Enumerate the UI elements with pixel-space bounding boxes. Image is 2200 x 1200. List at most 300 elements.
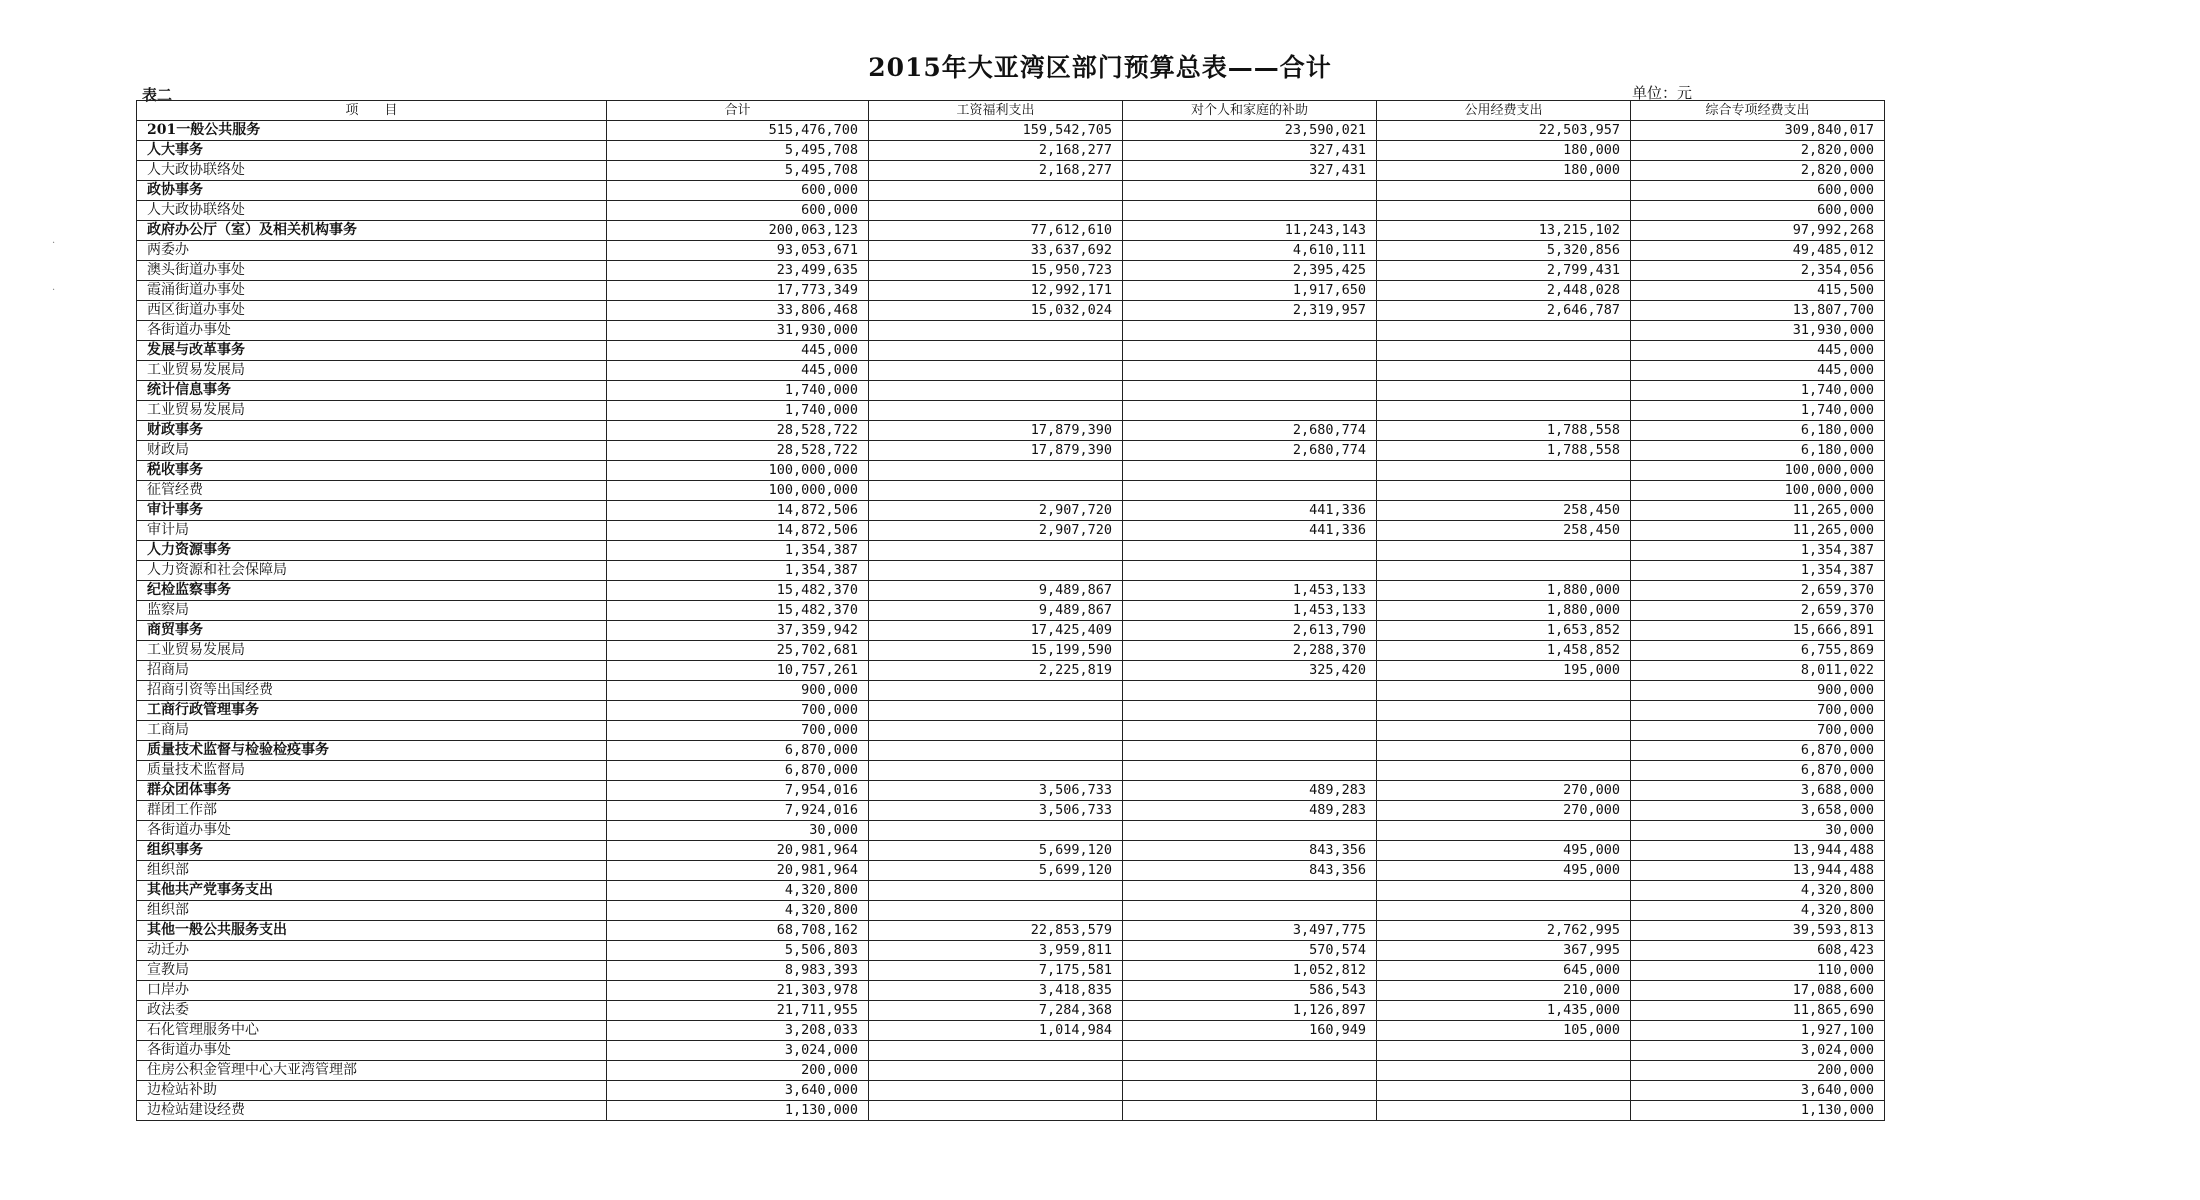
public-cell: 645,000	[1377, 961, 1631, 981]
wages-cell	[869, 901, 1123, 921]
total-cell: 6,870,000	[607, 741, 869, 761]
table-row	[137, 401, 1885, 421]
wages-cell	[869, 1061, 1123, 1081]
special-cell: 700,000	[1631, 721, 1885, 741]
table-row	[137, 1061, 1885, 1081]
public-cell: 1,880,000	[1377, 581, 1631, 601]
wages-cell: 15,950,723	[869, 261, 1123, 281]
total-cell: 25,702,681	[607, 641, 869, 661]
wages-cell: 5,699,120	[869, 841, 1123, 861]
item-cell: 石化管理服务中心	[137, 1021, 607, 1041]
public-cell: 2,646,787	[1377, 301, 1631, 321]
subsidy-cell: 2,288,370	[1123, 641, 1377, 661]
item-cell: 西区街道办事处	[137, 301, 607, 321]
table-row	[137, 241, 1885, 261]
wages-cell	[869, 381, 1123, 401]
public-cell: 270,000	[1377, 781, 1631, 801]
special-cell: 445,000	[1631, 361, 1885, 381]
total-cell: 15,482,370	[607, 601, 869, 621]
table-row	[137, 781, 1885, 801]
budget-table	[136, 100, 1885, 1121]
wages-cell	[869, 741, 1123, 761]
special-cell: 17,088,600	[1631, 981, 1885, 1001]
subsidy-cell: 2,680,774	[1123, 421, 1377, 441]
wages-cell: 2,907,720	[869, 521, 1123, 541]
subsidy-cell	[1123, 321, 1377, 341]
subsidy-cell: 2,613,790	[1123, 621, 1377, 641]
total-cell: 14,872,506	[607, 501, 869, 521]
wages-cell	[869, 701, 1123, 721]
item-cell: 招商引资等出国经费	[137, 681, 607, 701]
special-cell: 2,820,000	[1631, 141, 1885, 161]
subsidy-cell	[1123, 341, 1377, 361]
total-cell: 1,354,387	[607, 561, 869, 581]
total-cell: 7,954,016	[607, 781, 869, 801]
wages-cell: 12,992,171	[869, 281, 1123, 301]
total-cell: 1,354,387	[607, 541, 869, 561]
column-header-item: 项 目	[137, 101, 607, 121]
total-cell: 28,528,722	[607, 441, 869, 461]
subsidy-cell: 441,336	[1123, 501, 1377, 521]
public-cell	[1377, 381, 1631, 401]
public-cell	[1377, 541, 1631, 561]
total-cell: 20,981,964	[607, 861, 869, 881]
special-cell: 600,000	[1631, 201, 1885, 221]
subsidy-cell	[1123, 1081, 1377, 1101]
wages-cell	[869, 181, 1123, 201]
item-cell: 政府办公厅（室）及相关机构事务	[137, 221, 607, 241]
special-cell: 97,992,268	[1631, 221, 1885, 241]
wages-cell	[869, 201, 1123, 221]
wages-cell: 15,032,024	[869, 301, 1123, 321]
table-row	[137, 901, 1885, 921]
public-cell	[1377, 461, 1631, 481]
scan-mark: ·	[52, 238, 56, 249]
total-cell: 14,872,506	[607, 521, 869, 541]
table-row	[137, 881, 1885, 901]
scan-mark: ·	[52, 285, 56, 296]
wages-cell: 2,168,277	[869, 161, 1123, 181]
wages-cell: 3,418,835	[869, 981, 1123, 1001]
public-cell: 2,448,028	[1377, 281, 1631, 301]
subsidy-cell	[1123, 481, 1377, 501]
subsidy-cell: 2,680,774	[1123, 441, 1377, 461]
wages-cell	[869, 401, 1123, 421]
table-row	[137, 561, 1885, 581]
table-row	[137, 721, 1885, 741]
table-row	[137, 1081, 1885, 1101]
table-row	[137, 741, 1885, 761]
public-cell: 22,503,957	[1377, 121, 1631, 141]
special-cell: 11,865,690	[1631, 1001, 1885, 1021]
public-cell: 13,215,102	[1377, 221, 1631, 241]
subsidy-cell	[1123, 741, 1377, 761]
special-cell: 1,740,000	[1631, 401, 1885, 421]
public-cell: 258,450	[1377, 521, 1631, 541]
subsidy-cell	[1123, 401, 1377, 421]
special-cell: 39,593,813	[1631, 921, 1885, 941]
subsidy-cell	[1123, 1041, 1377, 1061]
table-row	[137, 701, 1885, 721]
special-cell: 1,740,000	[1631, 381, 1885, 401]
public-cell	[1377, 561, 1631, 581]
special-cell: 11,265,000	[1631, 501, 1885, 521]
wages-cell: 159,542,705	[869, 121, 1123, 141]
table-label: 表二	[142, 86, 173, 104]
wages-cell: 17,879,390	[869, 441, 1123, 461]
public-cell	[1377, 881, 1631, 901]
public-cell	[1377, 761, 1631, 781]
item-cell: 组织事务	[137, 841, 607, 861]
item-cell: 招商局	[137, 661, 607, 681]
total-cell: 600,000	[607, 201, 869, 221]
special-cell: 3,658,000	[1631, 801, 1885, 821]
subsidy-cell	[1123, 681, 1377, 701]
subsidy-cell	[1123, 461, 1377, 481]
public-cell: 210,000	[1377, 981, 1631, 1001]
table-row	[137, 1021, 1885, 1041]
public-cell	[1377, 821, 1631, 841]
item-cell: 人大政协联络处	[137, 201, 607, 221]
public-cell: 1,788,558	[1377, 421, 1631, 441]
special-cell: 6,180,000	[1631, 441, 1885, 461]
total-cell: 600,000	[607, 181, 869, 201]
public-cell	[1377, 701, 1631, 721]
item-cell: 边检站建设经费	[137, 1101, 607, 1121]
table-row	[137, 261, 1885, 281]
total-cell: 21,711,955	[607, 1001, 869, 1021]
special-cell: 445,000	[1631, 341, 1885, 361]
special-cell: 2,659,370	[1631, 601, 1885, 621]
table-row	[137, 201, 1885, 221]
wages-cell	[869, 361, 1123, 381]
wages-cell: 22,853,579	[869, 921, 1123, 941]
table-row	[137, 841, 1885, 861]
wages-cell	[869, 461, 1123, 481]
special-cell: 2,354,056	[1631, 261, 1885, 281]
item-cell: 澳头街道办事处	[137, 261, 607, 281]
subsidy-cell	[1123, 1061, 1377, 1081]
subsidy-cell	[1123, 1101, 1377, 1121]
special-cell: 1,354,387	[1631, 541, 1885, 561]
wages-cell	[869, 881, 1123, 901]
subsidy-cell: 2,395,425	[1123, 261, 1377, 281]
public-cell	[1377, 741, 1631, 761]
total-cell: 700,000	[607, 701, 869, 721]
wages-cell: 2,168,277	[869, 141, 1123, 161]
wages-cell: 77,612,610	[869, 221, 1123, 241]
public-cell: 1,435,000	[1377, 1001, 1631, 1021]
public-cell: 2,762,995	[1377, 921, 1631, 941]
table-row	[137, 581, 1885, 601]
subsidy-cell: 441,336	[1123, 521, 1377, 541]
subsidy-cell: 4,610,111	[1123, 241, 1377, 261]
table-row	[137, 861, 1885, 881]
subsidy-cell: 325,420	[1123, 661, 1377, 681]
item-cell: 人力资源事务	[137, 541, 607, 561]
item-cell: 各街道办事处	[137, 321, 607, 341]
subsidy-cell: 1,453,133	[1123, 601, 1377, 621]
item-cell: 统计信息事务	[137, 381, 607, 401]
item-cell: 工商行政管理事务	[137, 701, 607, 721]
subsidy-cell: 2,319,957	[1123, 301, 1377, 321]
table-row	[137, 1001, 1885, 1021]
subsidy-cell	[1123, 181, 1377, 201]
item-cell: 审计事务	[137, 501, 607, 521]
item-cell: 动迁办	[137, 941, 607, 961]
wages-cell	[869, 481, 1123, 501]
subsidy-cell	[1123, 721, 1377, 741]
item-cell: 口岸办	[137, 981, 607, 1001]
public-cell	[1377, 481, 1631, 501]
item-cell: 监察局	[137, 601, 607, 621]
table-row	[137, 381, 1885, 401]
public-cell	[1377, 341, 1631, 361]
subsidy-cell	[1123, 201, 1377, 221]
public-cell	[1377, 201, 1631, 221]
special-cell: 1,354,387	[1631, 561, 1885, 581]
public-cell	[1377, 1061, 1631, 1081]
special-cell: 1,130,000	[1631, 1101, 1885, 1121]
item-cell: 201一般公共服务	[137, 121, 607, 141]
total-cell: 20,981,964	[607, 841, 869, 861]
total-cell: 200,000	[607, 1061, 869, 1081]
special-cell: 6,870,000	[1631, 741, 1885, 761]
subsidy-cell	[1123, 561, 1377, 581]
table-row	[137, 161, 1885, 181]
public-cell	[1377, 1041, 1631, 1061]
wages-cell	[869, 341, 1123, 361]
wages-cell	[869, 1041, 1123, 1061]
total-cell: 3,024,000	[607, 1041, 869, 1061]
public-cell: 195,000	[1377, 661, 1631, 681]
total-cell: 31,930,000	[607, 321, 869, 341]
item-cell: 工业贸易发展局	[137, 361, 607, 381]
subsidy-cell: 11,243,143	[1123, 221, 1377, 241]
total-cell: 900,000	[607, 681, 869, 701]
table-row	[137, 301, 1885, 321]
subsidy-cell: 570,574	[1123, 941, 1377, 961]
subsidy-cell	[1123, 541, 1377, 561]
wages-cell	[869, 1101, 1123, 1121]
table-row	[137, 481, 1885, 501]
total-cell: 7,924,016	[607, 801, 869, 821]
special-cell: 6,180,000	[1631, 421, 1885, 441]
special-cell: 8,011,022	[1631, 661, 1885, 681]
special-cell: 15,666,891	[1631, 621, 1885, 641]
item-cell: 两委办	[137, 241, 607, 261]
total-cell: 1,740,000	[607, 381, 869, 401]
total-cell: 8,983,393	[607, 961, 869, 981]
item-cell: 群团工作部	[137, 801, 607, 821]
wages-cell: 33,637,692	[869, 241, 1123, 261]
table-row	[137, 681, 1885, 701]
item-cell: 质量技术监督局	[137, 761, 607, 781]
total-cell: 445,000	[607, 341, 869, 361]
item-cell: 财政事务	[137, 421, 607, 441]
page-title: 2015年大亚湾区部门预算总表——合计	[868, 53, 1332, 82]
table-row	[137, 1041, 1885, 1061]
wages-cell: 7,175,581	[869, 961, 1123, 981]
special-cell: 309,840,017	[1631, 121, 1885, 141]
wages-cell: 3,506,733	[869, 801, 1123, 821]
total-cell: 700,000	[607, 721, 869, 741]
column-header-subsidy: 对个人和家庭的补助	[1123, 101, 1377, 121]
subsidy-cell: 586,543	[1123, 981, 1377, 1001]
subsidy-cell	[1123, 881, 1377, 901]
special-cell: 600,000	[1631, 181, 1885, 201]
special-cell: 200,000	[1631, 1061, 1885, 1081]
subsidy-cell: 1,126,897	[1123, 1001, 1377, 1021]
subsidy-cell: 489,283	[1123, 781, 1377, 801]
wages-cell	[869, 561, 1123, 581]
public-cell: 495,000	[1377, 861, 1631, 881]
subsidy-cell: 1,917,650	[1123, 281, 1377, 301]
table-row	[137, 821, 1885, 841]
table-body	[137, 121, 1885, 1121]
item-cell: 组织部	[137, 901, 607, 921]
wages-cell	[869, 321, 1123, 341]
table-row	[137, 661, 1885, 681]
table-row	[137, 521, 1885, 541]
table-row	[137, 221, 1885, 241]
total-cell: 68,708,162	[607, 921, 869, 941]
total-cell: 5,495,708	[607, 161, 869, 181]
subsidy-cell: 23,590,021	[1123, 121, 1377, 141]
wages-cell: 1,014,984	[869, 1021, 1123, 1041]
table-row	[137, 601, 1885, 621]
total-cell: 28,528,722	[607, 421, 869, 441]
public-cell	[1377, 321, 1631, 341]
table-row	[137, 801, 1885, 821]
wages-cell: 3,959,811	[869, 941, 1123, 961]
special-cell: 700,000	[1631, 701, 1885, 721]
item-cell: 纪检监察事务	[137, 581, 607, 601]
table-row	[137, 501, 1885, 521]
total-cell: 10,757,261	[607, 661, 869, 681]
special-cell: 100,000,000	[1631, 481, 1885, 501]
item-cell: 税收事务	[137, 461, 607, 481]
subsidy-cell: 843,356	[1123, 861, 1377, 881]
total-cell: 100,000,000	[607, 481, 869, 501]
item-cell: 住房公积金管理中心大亚湾管理部	[137, 1061, 607, 1081]
wages-cell	[869, 761, 1123, 781]
total-cell: 515,476,700	[607, 121, 869, 141]
total-cell: 3,640,000	[607, 1081, 869, 1101]
public-cell: 2,799,431	[1377, 261, 1631, 281]
public-cell: 270,000	[1377, 801, 1631, 821]
special-cell: 3,024,000	[1631, 1041, 1885, 1061]
table-row	[137, 361, 1885, 381]
total-cell: 1,130,000	[607, 1101, 869, 1121]
public-cell: 258,450	[1377, 501, 1631, 521]
item-cell: 财政局	[137, 441, 607, 461]
public-cell	[1377, 181, 1631, 201]
special-cell: 415,500	[1631, 281, 1885, 301]
wages-cell: 3,506,733	[869, 781, 1123, 801]
subsidy-cell: 1,453,133	[1123, 581, 1377, 601]
public-cell: 495,000	[1377, 841, 1631, 861]
table-row	[137, 321, 1885, 341]
special-cell: 6,870,000	[1631, 761, 1885, 781]
public-cell	[1377, 1081, 1631, 1101]
total-cell: 445,000	[607, 361, 869, 381]
table-row	[137, 921, 1885, 941]
special-cell: 2,820,000	[1631, 161, 1885, 181]
total-cell: 5,506,803	[607, 941, 869, 961]
column-header-public: 公用经费支出	[1377, 101, 1631, 121]
wages-cell: 17,879,390	[869, 421, 1123, 441]
subsidy-cell: 1,052,812	[1123, 961, 1377, 981]
wages-cell: 7,284,368	[869, 1001, 1123, 1021]
item-cell: 人大政协联络处	[137, 161, 607, 181]
table-row	[137, 1101, 1885, 1121]
total-cell: 6,870,000	[607, 761, 869, 781]
item-cell: 其他一般公共服务支出	[137, 921, 607, 941]
public-cell: 1,880,000	[1377, 601, 1631, 621]
table-row	[137, 281, 1885, 301]
wages-cell: 9,489,867	[869, 581, 1123, 601]
special-cell: 110,000	[1631, 961, 1885, 981]
special-cell: 30,000	[1631, 821, 1885, 841]
table-row	[137, 961, 1885, 981]
subsidy-cell	[1123, 821, 1377, 841]
special-cell: 13,807,700	[1631, 301, 1885, 321]
public-cell	[1377, 1101, 1631, 1121]
subsidy-cell: 3,497,775	[1123, 921, 1377, 941]
item-cell: 组织部	[137, 861, 607, 881]
total-cell: 100,000,000	[607, 461, 869, 481]
public-cell	[1377, 401, 1631, 421]
table-row	[137, 641, 1885, 661]
wages-cell: 5,699,120	[869, 861, 1123, 881]
public-cell	[1377, 361, 1631, 381]
item-cell: 各街道办事处	[137, 1041, 607, 1061]
public-cell	[1377, 721, 1631, 741]
item-cell: 工业贸易发展局	[137, 401, 607, 421]
wages-cell	[869, 1081, 1123, 1101]
item-cell: 政协事务	[137, 181, 607, 201]
subsidy-cell: 843,356	[1123, 841, 1377, 861]
total-cell: 17,773,349	[607, 281, 869, 301]
total-cell: 4,320,800	[607, 901, 869, 921]
wages-cell: 9,489,867	[869, 601, 1123, 621]
column-header-total: 合计	[607, 101, 869, 121]
item-cell: 政法委	[137, 1001, 607, 1021]
subsidy-cell: 160,949	[1123, 1021, 1377, 1041]
public-cell: 1,653,852	[1377, 621, 1631, 641]
total-cell: 93,053,671	[607, 241, 869, 261]
total-cell: 33,806,468	[607, 301, 869, 321]
public-cell: 1,788,558	[1377, 441, 1631, 461]
subsidy-cell	[1123, 381, 1377, 401]
wages-cell: 2,225,819	[869, 661, 1123, 681]
item-cell: 工业贸易发展局	[137, 641, 607, 661]
wages-cell	[869, 721, 1123, 741]
public-cell	[1377, 681, 1631, 701]
public-cell: 180,000	[1377, 141, 1631, 161]
table-row	[137, 141, 1885, 161]
subsidy-cell: 327,431	[1123, 161, 1377, 181]
public-cell: 1,458,852	[1377, 641, 1631, 661]
special-cell: 3,640,000	[1631, 1081, 1885, 1101]
special-cell: 13,944,488	[1631, 841, 1885, 861]
table-row	[137, 461, 1885, 481]
special-cell: 100,000,000	[1631, 461, 1885, 481]
column-header-special: 综合专项经费支出	[1631, 101, 1885, 121]
wages-cell: 15,199,590	[869, 641, 1123, 661]
subsidy-cell	[1123, 901, 1377, 921]
